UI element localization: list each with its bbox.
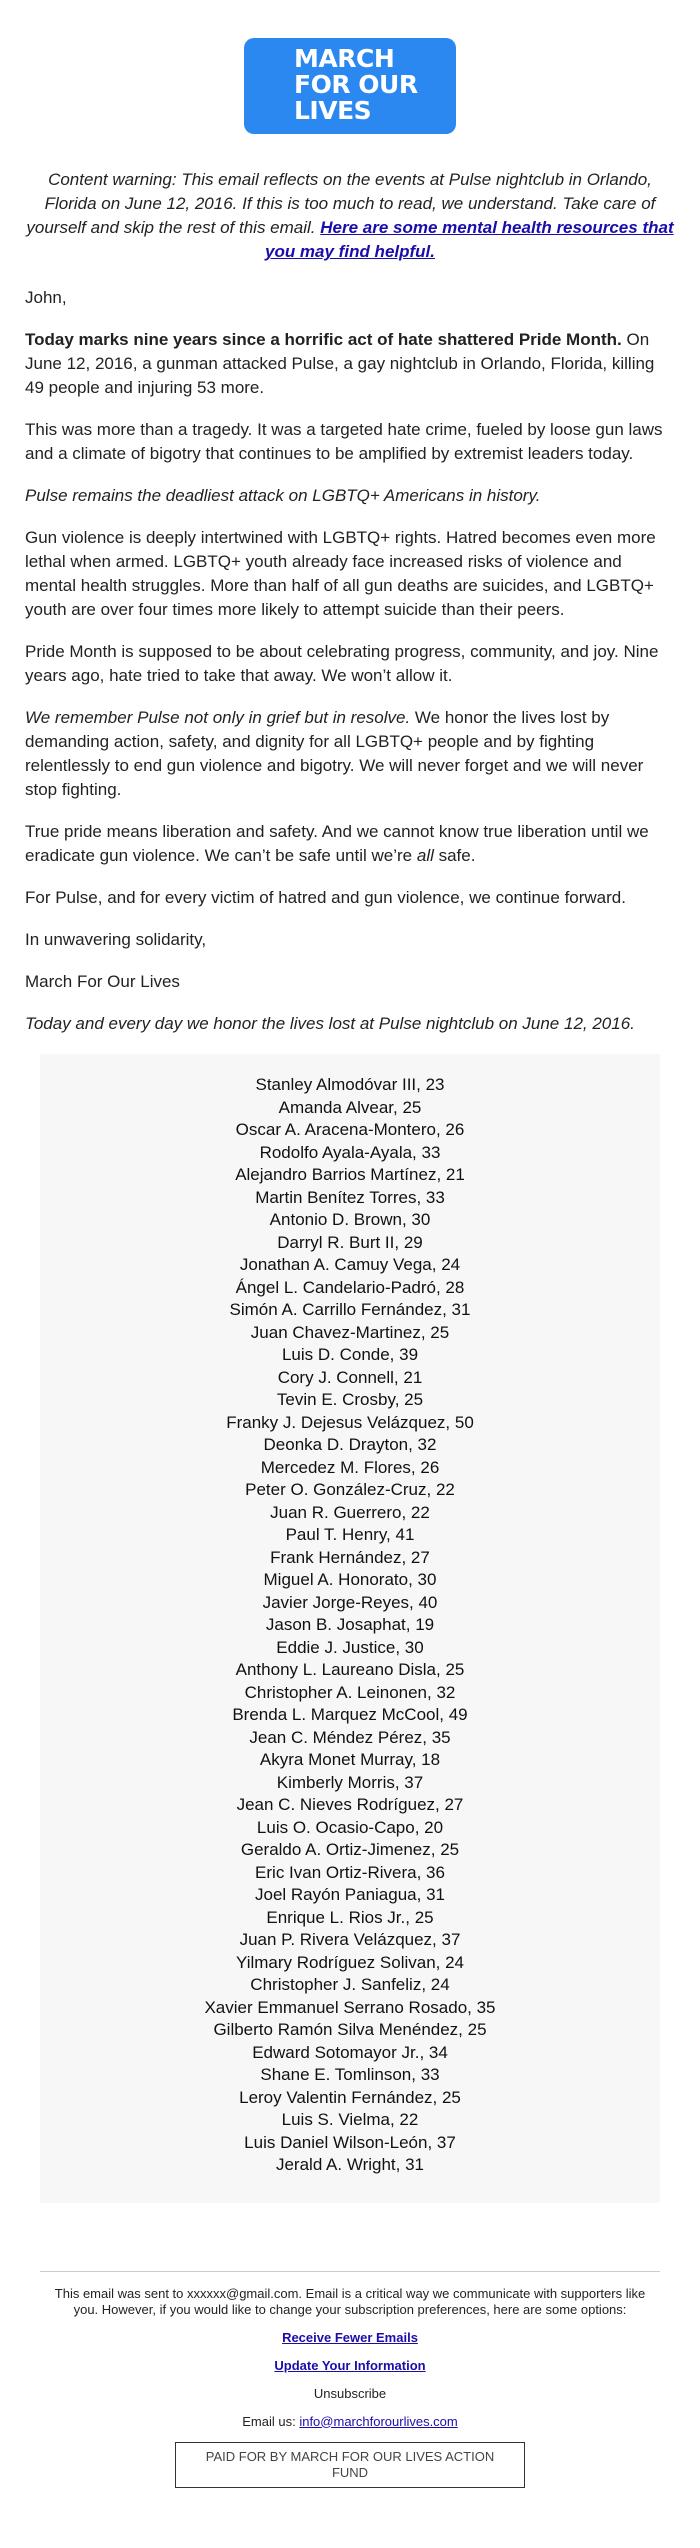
victim-name: Luis D. Conde, 39 [281,1345,419,1364]
victim-name: Jean C. Nieves Rodríguez, 27 [236,1795,464,1814]
victim-name: Jason B. Josaphat, 19 [265,1615,435,1634]
victim-name: Xavier Emmanuel Serrano Rosado, 35 [204,1997,496,2017]
closing-line: In unwavering solidarity, [25,930,207,949]
victim-name: Deonka D. Drayton, 32 [263,1435,437,1454]
victim-name: Akyra Monet Murray, 18 [259,1750,441,1769]
logo-wrap [0,0,700,134]
victim-name: Jerald A. Wright, 31 [275,2155,425,2174]
victim-name: Juan R. Guerrero, 22 [270,1502,430,1522]
victim-name: Peter O. González-Cruz, 22 [245,1480,455,1499]
logo-line-1: MARCH [294,44,395,73]
victim-name: Oscar A. Aracena-Montero, 26 [235,1120,465,1139]
victim-name: Amanda Alvear, 25 [278,1097,422,1117]
victim-name: Darryl R. Burt II, 29 [277,1232,423,1252]
victim-name: Cory J. Connell, 21 [277,1367,423,1387]
signature: March For Our Lives [25,972,180,991]
paragraph-6-rest: We honor the lives lost by demanding action, safety, and dignity for all LGBTQ+ people and by fighting relentlessly to end gun violence and bigotry. We will never forget and we will never stop fighting. [25,708,644,799]
paragraph-7 [25,820,675,868]
paragraph-8: For Pulse, and for every victim of hatred and gun violence, we continue forward. [25,888,626,907]
paragraph-1-rest: On June 12, 2016, a gunman attacked Pulse, a gay nightclub in Orlando, Florida, killing 49 people and injuring 53 more. [25,330,655,397]
paragraph-7-after: safe. [433,846,476,865]
victim-name: Yilmary Rodríguez Solivan, 24 [235,1952,465,1972]
paragraph-7-italic: all [416,846,434,865]
victim-name: Leroy Valentin Fernández, 25 [239,2087,461,2107]
paragraph-5: Pride Month is supposed to be about celebrating progress, community, and joy. Nine years ago, hate tried to take that away. We won’t allow it. [25,642,659,685]
victim-name: Edward Sotomayor Jr., 34 [252,2042,448,2062]
victim-name: Simón A. Carrillo Fernández, 31 [229,1300,471,1319]
victim-name: Christopher J. Sanfeliz, 24 [250,1975,450,1994]
victim-name: Kimberly Morris, 37 [276,1772,424,1792]
logo-line-3: LIVES [294,96,372,125]
victim-name: Stanley Almodóvar III, 23 [255,1075,445,1094]
victim-name: Miguel A. Honorato, 30 [263,1570,437,1589]
victim-name: Gilberto Ramón Silva Menéndez, 25 [213,2020,487,2039]
paragraph-7-before: True pride means liberation and safety. And we cannot know true liberation until we eradicate gun violence. We can’t be safe until we’re [25,822,649,865]
salutation: John, [25,288,67,307]
paragraph-4: Gun violence is deeply intertwined with LGBTQ+ rights. Hatred becomes even more lethal when armed. LGBTQ+ youth already face increased risks of violence and mental health struggles. More than half of all gun deaths are suicides, and LGBTQ+ youth are over four times more likely to attempt suicide than their peers. [25,528,656,619]
victim-name: Alejandro Barrios Martínez, 21 [235,1165,465,1184]
victim-name: Rodolfo Ayala-Ayala, 33 [259,1142,441,1162]
march-for-our-lives-logo[interactable] [244,38,456,134]
victim-name: Mercedez M. Flores, 26 [260,1457,440,1477]
victim-name: Brenda L. Marquez McCool, 49 [232,1705,468,1724]
victim-name: Paul T. Henry, 41 [285,1525,415,1544]
victim-name: Antonio D. Brown, 30 [269,1210,431,1229]
victims-list [40,1054,660,2203]
receive-fewer-emails-link[interactable]: Receive Fewer Emails [282,2329,418,2345]
paid-for-by-box: PAID FOR BY MARCH FOR OUR LIVES ACTION FUND [175,2442,525,2488]
victim-name: Jean C. Méndez Pérez, 35 [249,1727,451,1747]
victim-name: Martin Benítez Torres, 33 [255,1187,445,1207]
paragraph-1-bold: Today marks nine years since a horrific act of hate shattered Pride Month. [25,330,622,349]
victim-name: Geraldo A. Ortiz-Jimenez, 25 [240,1840,460,1859]
footer [0,2286,700,2488]
content-warning-text: Content warning: This email reflects on the events at Pulse nightclub in Orlando, Florida on June 12, 2016. If this is too much to read, we understand. Take care of yourself and skip the rest of this email. [26,170,656,237]
update-information-link[interactable]: Update Your Information [274,2357,426,2373]
paragraph-6 [25,706,675,802]
victim-name: Ángel L. Candelario-Padró, 28 [235,1277,465,1297]
victim-name: Christopher A. Leinonen, 32 [244,1682,456,1702]
victim-name: Anthony L. Laureano Disla, 25 [235,1660,465,1679]
unsubscribe-link[interactable]: Unsubscribe [313,2385,387,2401]
paragraph-2: This was more than a tragedy. It was a targeted hate crime, fueled by loose gun laws and a climate of bigotry that continues to be amplified by extremist leaders today. [25,420,663,463]
paragraph-1 [25,328,675,400]
victim-name: Franky J. Dejesus Velázquez, 50 [226,1412,474,1432]
contact-email-link[interactable]: info@marchforourlives.com [299,2413,458,2429]
logo-line-2: FOR OUR [294,70,418,99]
victim-name: Shane E. Tomlinson, 33 [260,2065,440,2084]
tribute-line: Today and every day we honor the lives lost at Pulse nightclub on June 12, 2016. [25,1014,635,1033]
victim-name: Luis O. Ocasio-Capo, 20 [256,1817,444,1837]
contact-line [50,2414,650,2430]
victim-name: Eddie J. Justice, 30 [276,1637,424,1657]
victim-name: Luis Daniel Wilson-León, 37 [244,2132,456,2152]
victim-name: Joel Rayón Paniagua, 31 [255,1885,445,1904]
victim-name: Eric Ivan Ortiz-Rivera, 36 [255,1862,445,1882]
victim-name: Luis S. Vielma, 22 [281,2110,419,2129]
victim-name: Jonathan A. Camuy Vega, 24 [239,1255,461,1274]
victim-name: Frank Hernández, 27 [270,1547,430,1567]
footer-notice: This email was sent to xxxxxx@gmail.com. Email is a critical way we communicate with supporters like you. However, if you would like to change your subscription preferences, here are some options: [54,2285,646,2317]
victim-name: Tevin E. Crosby, 25 [276,1390,424,1409]
mental-health-resources-link[interactable]: Here are some mental health resources that you may find helpful. [264,218,674,261]
victim-name: Juan P. Rivera Velázquez, 37 [239,1930,461,1949]
footer-divider [40,2271,660,2272]
paragraph-6-italic: We remember Pulse not only in grief but in resolve. [25,708,411,727]
paragraph-3: Pulse remains the deadliest attack on LGBTQ+ Americans in history. [25,486,541,505]
email-us-label: Email us: [242,2413,300,2429]
victim-name: Juan Chavez-Martinez, 25 [250,1322,450,1342]
content-warning [25,168,675,264]
victim-name: Enrique L. Rios Jr., 25 [266,1907,434,1927]
victim-name: Javier Jorge-Reyes, 40 [262,1592,438,1612]
email-body [0,168,700,1036]
